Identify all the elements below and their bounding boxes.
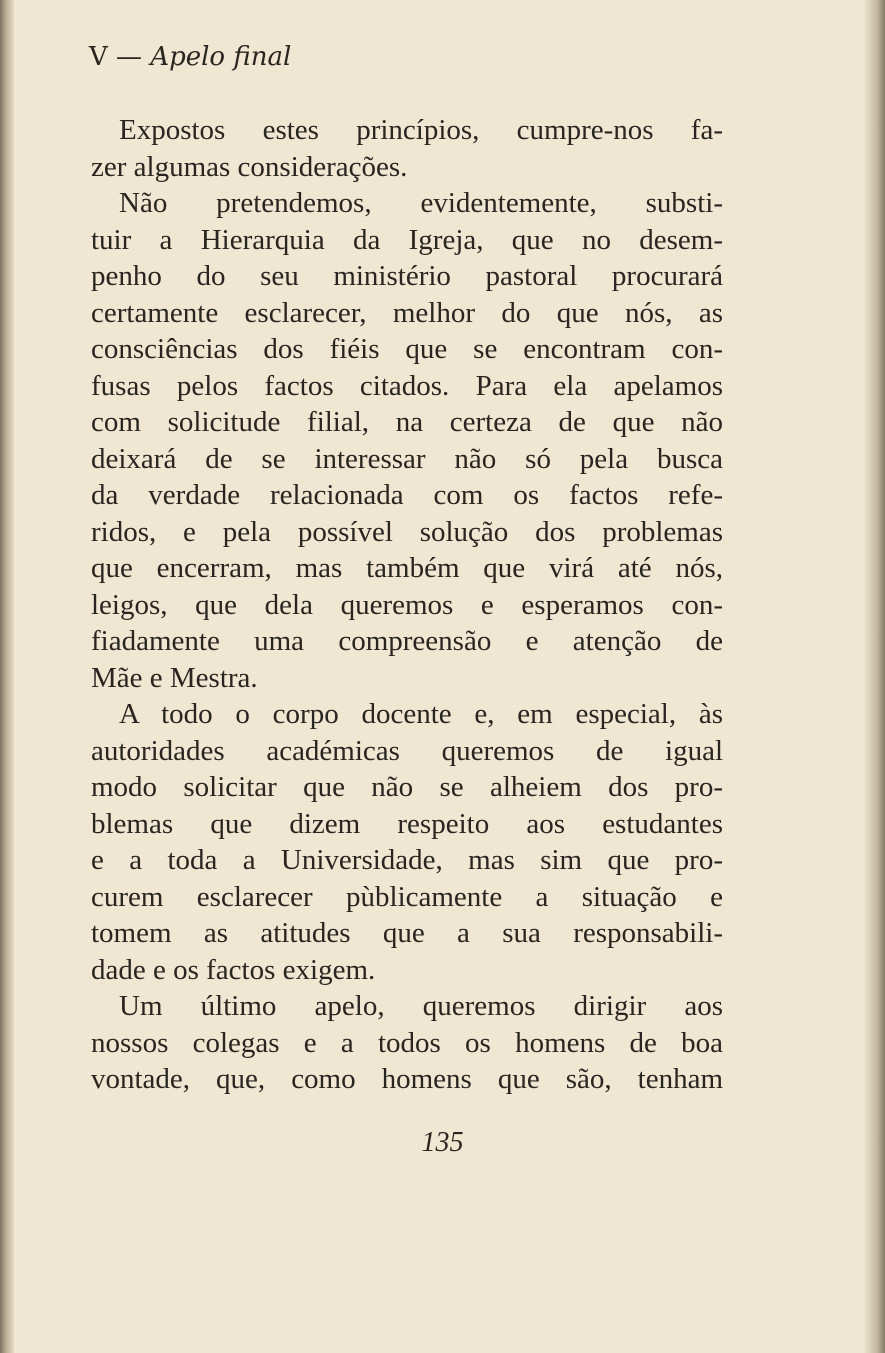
text-line: Mãe e Mestra. <box>91 661 258 694</box>
text-line: certamente esclarecer, melhor do que nós, as <box>91 296 723 329</box>
text-line: fiadamente uma compreensão e atenção de <box>91 625 723 657</box>
text-line: leigos, que dela queremos e esperamos con- <box>91 588 723 621</box>
section-dash: — <box>107 42 151 72</box>
text-line: vontade, que, como homens que são, tenham <box>91 1063 723 1095</box>
text-line: da verdade relacionada com os factos refe- <box>91 479 723 511</box>
text-line: curem esclarecer pùblicamente a situação e <box>91 880 723 913</box>
text-line: autoridades académicas queremos de igual <box>91 734 723 767</box>
text-line: tuir a Hierarquia da Igreja, que no desem- <box>91 223 723 256</box>
text-line: deixará de se interessar não só pela busca <box>91 442 723 475</box>
text-line: que encerram, mas também que virá até nós, <box>91 552 723 584</box>
text-line: Um último apelo, queremos dirigir aos <box>119 990 723 1022</box>
section-heading <box>89 42 291 72</box>
page-number: 135 <box>421 1127 464 1158</box>
text-line: modo solicitar que não se alheiem dos pro- <box>91 771 723 803</box>
text-line: consciências dos fiéis que se encontram con- <box>91 333 723 365</box>
text-line: penho do seu ministério pastoral procurará <box>91 260 723 292</box>
text-line: Não pretendemos, evidentemente, substi- <box>119 187 723 219</box>
text-line: fusas pelos factos citados. Para ela apelamos <box>91 369 723 402</box>
text-line: zer algumas considerações. <box>91 150 408 183</box>
section-numeral: V <box>89 42 108 72</box>
text-line: dade e os factos exigem. <box>91 953 376 986</box>
section-title: Apelo final <box>150 42 292 72</box>
text-line: com solicitude filial, na certeza de que não <box>91 406 723 438</box>
text-line: blemas que dizem respeito aos estudantes <box>91 807 723 840</box>
text-line: ridos, e pela possível solução dos problemas <box>91 515 723 548</box>
text-line: nossos colegas e a todos os homens de boa <box>91 1026 723 1059</box>
text-line: e a toda a Universidade, mas sim que pro- <box>91 844 723 876</box>
body-text <box>91 112 723 1098</box>
text-line: A todo o corpo docente e, em especial, às <box>119 698 723 730</box>
text-line: tomem as atitudes que a sua responsabili- <box>91 917 723 949</box>
text-line: Expostos estes princípios, cumpre-nos fa- <box>119 114 723 146</box>
